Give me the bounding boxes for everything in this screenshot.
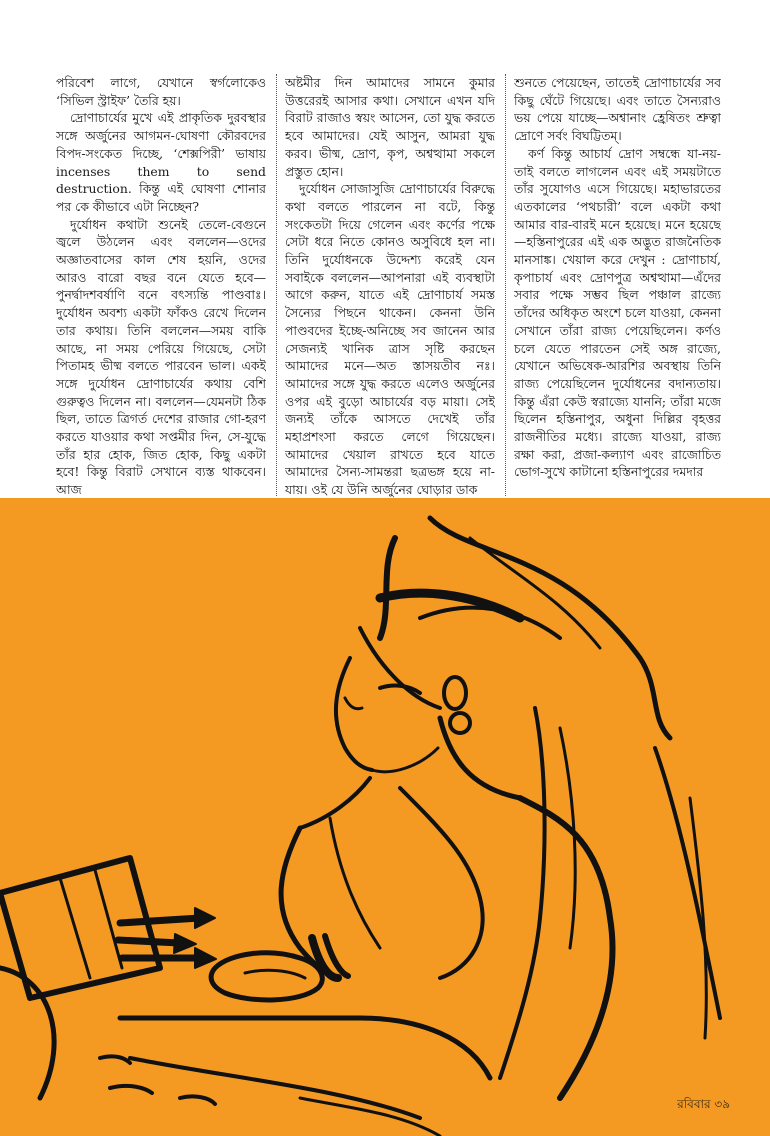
paragraph: শুনতে পেয়েছেন, তাতেই দ্রোণাচার্যের সব কিছু ঘেঁটে গিয়েছে। এবং তাতে সৈন্যরাও ভয় পেয়ে যাচ্ছে—অশ্বানাং হ্রেষিতং শ্রুত্বা দ্রোণে সর্বং বিঘট্টিতম্। — [514, 75, 721, 144]
text-column-2 — [285, 74, 495, 498]
paragraph: দুর্যোধন কথাটা শুনেই তেলে-বেগুনে জ্বলে উঠলেন এবং বললেন—ওদের অজ্ঞাতবাসের কাল শেষ হয়নি, ওদের আরও বারো বছর বনে যেতে হবে—পুনর্দ্বাদশবর্ষাণি বনে বৎস্যন্তি পাণ্ডবাঃ। দুর্যোধন অবশ্য একটা ফাঁকও রেখে দিলেন তার কথায়। তিনি বললেন—সময় বাকি আছে, না সময় পেরিয়ে গিয়েছে, সেটা পিতামহ ভীষ্ম বলতে পারবেন ভাল। একই সঙ্গে দুর্যোধন দ্রোণাচার্যের কথায় বেশি গুরুত্বও দিলেন না। বললেন—যেমনটা ঠিক ছিল, তাতে ত্রিগর্ত দেশের রাজার গো-হরণ করতে যাওয়ার কথা সপ্তমীর দিন, সে-যুদ্ধে তাঁর হার হোক, জিত হোক, কিছু একটা হবে! কিন্তু বিরাট সেখানে ব্যস্ত থাকবেন। আজ — [56, 216, 266, 498]
paragraph: অষ্টমীর দিন আমাদের সামনে কুমার উত্তরেরই আসার কথা। সেখানে এখন যদি বিরাট রাজাও স্বয়ং আসেন, তো যুদ্ধ করতে হবে আমাদের। যেই আসুন, আমরা যুদ্ধ করব। ভীষ্ম, দ্রোণ, কৃপ, অশ্বত্থামা সকলে প্রস্তুত হোন। — [285, 75, 495, 179]
warrior-illustration — [0, 498, 770, 1136]
paragraph: দুর্যোধন সোজাসুজি দ্রোণাচার্যের বিরুদ্ধে কথা বলতে পারলেন না বটে, কিন্তু সংকেতটা দিয়ে গেলেন এবং কর্ণের পক্ষে সেটা ধরে নিতে কোনও অসুবিধে হল না। তিনি দুর্যোধনকে উদ্দেশ্য করেই যেন সবাইকে বললেন—আপনারা এই ব্যবস্থাটা আগে করুন, যাতে এই দ্রোণাচার্য সমস্ত সৈন্যের পিছনে থাকেন। কেননা উনি পাণ্ডবদের ইচ্ছে-অনিচ্ছে সব জানেন আর সেজন্যই খানিক ত্রাস সৃষ্টি করছেন আমাদের মনে—অত স্তাসয়তীব নঃ। আমাদের সঙ্গে যুদ্ধ করতে এলেও অর্জুনের ওপর এই বুড়ো আচার্যের বড় মায়া। সেই জন্যই তাঁকে আসতে দেখেই তাঁর মহাপ্রশংসা করতে লেগে গিয়েছেন। আমাদের খেয়াল রাখতে হবে যাতে আমাদের সৈন্য-সামন্তরা ছত্রভঙ্গ হয়ে না-যায়। ওই যে উনি অর্জুনের ঘোড়ার ডাক — [285, 181, 495, 498]
ink-drawing — [0, 498, 770, 1136]
paragraph: পরিবেশ লাগে, যেখানে স্বর্গলোকেও ‘সিভিল স্ট্রাইফ’ তৈরি হয়। — [56, 75, 266, 108]
text-column-1 — [56, 74, 266, 498]
text-column-3 — [514, 74, 721, 498]
article-text — [0, 0, 770, 498]
column-divider — [276, 74, 277, 496]
paragraph: দ্রোণাচার্যের মুখে এই প্রাকৃতিক দুরবস্থার সঙ্গে অর্জুনের আগমন-ঘোষণা কৌরবদের বিপদ-সংকেত দিচ্ছে, ‘শেক্সপিরী’ ভাষায় incenses them to send destruction. কিন্তু এই ঘোষণা শোনার পর কে কীভাবে এটা নিচ্ছেন? — [56, 110, 266, 214]
paragraph: কর্ণ কিন্তু আচার্য দ্রোণ সম্বন্ধে যা-নয়-তাই বলতে লাগলেন এবং এই সময়টাতে তাঁর সুযোগও এসে গিয়েছে। মহাভারতের এতকালের ‘পথচারী’ বলে একটা কথা আমার বার-বারই মনে হয়েছে। মনে হয়েছে—হস্তিনাপুরের এই এক অদ্ভুত রাজনৈতিক মানসাঙ্ক। খেয়াল করে দেখুন : দ্রোণাচার্য, কৃপাচার্য এবং দ্রোণপুত্র অশ্বত্থামা—এঁদের সবার পক্ষে সম্ভব ছিল পঞ্চাল রাজ্যে তাঁদের অধিকৃত অংশে চলে যাওয়া, কেননা সেখানে তাঁরা রাজ্য পেয়েছিলেন। কর্ণও চলে যেতে পারতেন সেই অঙ্গ রাজ্যে, যেখানে অভিষেক-আরশির অবস্থায় তিনি রাজ্য পেয়েছিলেন দুর্যোধনের বদান্যতায়। কিন্তু এঁরা কেউ স্বরাজ্যে যাননি; তাঁরা মজে ছিলেন হস্তিনাপুর, অধুনা দিল্লির বৃহত্তর রাজনীতির মধ্যে। রাজ্যে যাওয়া, রাজ্য রক্ষা করা, প্রজা-কল্যাণ এবং রাজোচিত ভোগ-সুখে কাটানো হস্তিনাপুরের দমদার — [514, 145, 721, 480]
column-divider — [505, 74, 506, 496]
page-footer: রবিবার ৩৯ — [677, 1097, 730, 1111]
